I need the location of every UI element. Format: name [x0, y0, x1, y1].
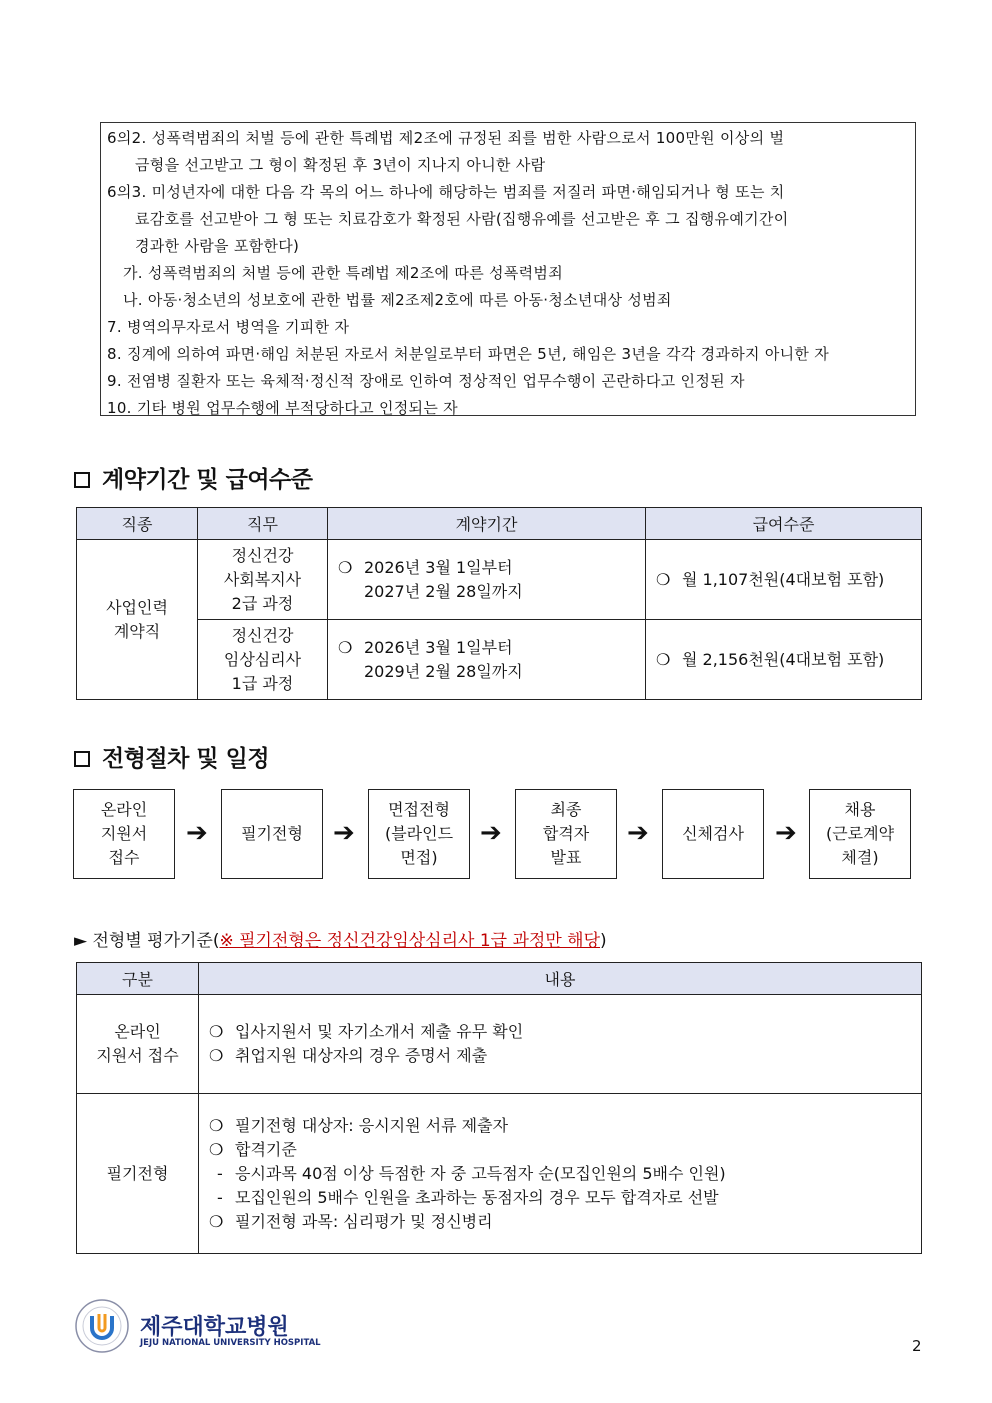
- circle-bullet-icon: ❍: [209, 1022, 224, 1041]
- duty-line: 사회복지사: [223, 569, 302, 589]
- step-line: 면접): [400, 848, 438, 867]
- section-title: 전형절차 및 일정: [102, 746, 270, 772]
- step-line: 최종: [550, 800, 582, 819]
- hospital-logo-icon: [74, 1298, 130, 1354]
- duty-line: 정신건강: [231, 625, 294, 645]
- period-start: 2026년 3월 1일부터: [364, 637, 513, 657]
- circle-bullet-icon: ❍: [209, 1211, 224, 1231]
- circle-bullet-icon: ❍: [209, 1139, 224, 1159]
- duty-cell: [198, 540, 328, 620]
- salary-text: 월 1,107천원(4대보험 포함): [682, 569, 885, 589]
- table-header: 직종: [77, 508, 198, 540]
- triangle-bullet-icon: ►: [74, 931, 88, 951]
- duty-line: 2급 과정: [231, 593, 294, 613]
- qual-line: 9. 전염병 질환자 또는 육체적·정신적 장애로 인하여 정상적인 업무수행이 곤란하다고 인정된 자: [107, 372, 745, 390]
- duty-line: 임상심리사: [223, 649, 302, 669]
- content-cell: [199, 995, 922, 1094]
- circle-bullet-icon: ❍: [338, 637, 353, 657]
- qual-line: 료감호를 선고받아 그 형 또는 치료감호가 확정된 사람(집행유예를 선고받은 후 그 집행유예기간이: [135, 210, 789, 228]
- checkbox-square-icon: [74, 751, 90, 767]
- period-cell: [328, 620, 646, 700]
- step-line: 필기전형: [241, 824, 303, 843]
- category-line: 온라인: [114, 1022, 161, 1041]
- hospital-name: 제주대학교병원: [140, 1315, 289, 1340]
- job-type-cell: [77, 540, 198, 700]
- evaluation-heading: [74, 926, 607, 951]
- step-line: 온라인: [100, 800, 148, 819]
- category-line: 필기전형: [106, 1163, 169, 1183]
- process-step-hiring: [809, 789, 911, 879]
- arrow-right-icon: ➔: [333, 818, 355, 848]
- qual-line: 7. 병역의무자로서 병역을 기피한 자: [107, 318, 350, 336]
- arrow-right-icon: ➔: [775, 818, 797, 848]
- dash-bullet: -: [217, 1163, 223, 1183]
- salary-cell: [646, 620, 922, 700]
- disqualification-box: [100, 122, 916, 416]
- evaluation-note: ※ 필기전형은 정신건강임상심리사 1급 과정만 해당: [219, 931, 601, 951]
- hospital-english-name: JEJU NATIONAL UNIVERSITY HOSPITAL: [140, 1338, 321, 1348]
- salary-cell: [646, 540, 922, 620]
- qual-line: 10. 기타 병원 업무수행에 부적당하다고 인정되는 자: [107, 399, 458, 417]
- process-step-online-application: [73, 789, 175, 879]
- section-heading-contract: [74, 461, 312, 494]
- contract-table: [76, 507, 922, 700]
- duty-cell: [198, 620, 328, 700]
- period-end: 2027년 2월 28일까지: [364, 581, 523, 601]
- duty-line: 정신건강: [231, 545, 294, 565]
- salary-text: 월 2,156천원(4대보험 포함): [682, 649, 885, 669]
- arrow-right-icon: ➔: [186, 818, 208, 848]
- circle-bullet-icon: ❍: [338, 557, 353, 577]
- evaluation-heading-text: 전형별 평가기준(: [92, 931, 220, 951]
- step-line: (근로계약: [825, 824, 895, 843]
- section-title: 계약기간 및 급여수준: [102, 467, 313, 493]
- qual-line: 6의3. 미성년자에 대한 다음 각 목의 어느 하나에 해당하는 범죄를 저질러 파면·해임되거나 형 또는 치: [107, 183, 785, 201]
- period-start: 2026년 3월 1일부터: [364, 557, 513, 577]
- content-cell: [199, 1094, 922, 1254]
- category-line: 지원서 접수: [96, 1046, 179, 1065]
- qual-line: 나. 아동·청소년의 성보호에 관한 법률 제2조제2호에 따른 아동·청소년대상 성범죄: [123, 291, 672, 309]
- section-heading-process: [74, 740, 269, 773]
- process-step-physical-exam: [662, 789, 764, 879]
- process-step-written-exam: [221, 789, 323, 879]
- duty-line: 1급 과정: [231, 673, 294, 693]
- step-line: 합격자: [542, 824, 590, 843]
- category-cell: [77, 995, 199, 1094]
- content-item: 입사지원서 및 자기소개서 제출 유무 확인: [235, 1022, 524, 1041]
- step-line: 채용: [844, 800, 876, 819]
- checkbox-square-icon: [74, 472, 90, 488]
- job-type-line: 사업인력: [106, 597, 168, 617]
- step-line: 면접전형: [388, 800, 450, 819]
- step-line: 체결): [841, 848, 879, 867]
- qual-line: 경과한 사람을 포함한다): [135, 237, 300, 255]
- step-line: 지원서: [100, 824, 148, 843]
- category-cell: [77, 1094, 199, 1254]
- circle-bullet-icon: ❍: [656, 649, 671, 669]
- table-header: 직무: [198, 508, 328, 540]
- table-header: 급여수준: [646, 508, 922, 540]
- content-item: 필기전형 대상자: 응시지원 서류 제출자: [235, 1115, 509, 1135]
- content-item: 합격기준: [235, 1139, 297, 1159]
- qual-line: 8. 징계에 의하여 파면·해임 처분된 자로서 처분일로부터 파면은 5년, 해임은 3년을 각각 경과하지 아니한 자: [107, 345, 830, 363]
- step-line: 신체검사: [682, 824, 744, 843]
- table-header: 구분: [77, 963, 199, 995]
- circle-bullet-icon: ❍: [656, 569, 671, 589]
- process-step-final-announcement: [515, 789, 617, 879]
- dash-bullet: -: [217, 1187, 223, 1207]
- evaluation-heading-close: ): [600, 931, 607, 951]
- period-end: 2029년 2월 28일까지: [364, 661, 523, 681]
- step-line: 발표: [550, 848, 582, 867]
- content-item: 응시과목 40점 이상 득점한 자 중 고득점자 순(모집인원의 5배수 인원): [235, 1163, 726, 1183]
- table-header: 내용: [199, 963, 922, 995]
- qual-line: 가. 성폭력범죄의 처벌 등에 관한 특례법 제2조에 따른 성폭력범죄: [123, 264, 563, 282]
- period-cell: [328, 540, 646, 620]
- qual-line: 6의2. 성폭력범죄의 처벌 등에 관한 특례법 제2조에 규정된 죄를 범한 사람으로서 100만원 이상의 벌: [107, 129, 785, 147]
- arrow-right-icon: ➔: [627, 818, 649, 848]
- circle-bullet-icon: ❍: [209, 1046, 224, 1065]
- table-header: 계약기간: [328, 508, 646, 540]
- content-item: 모집인원의 5배수 인원을 초과하는 동점자의 경우 모두 합격자로 선발: [235, 1187, 719, 1207]
- step-line: 접수: [108, 848, 140, 867]
- evaluation-table: [76, 962, 922, 1254]
- circle-bullet-icon: ❍: [209, 1115, 224, 1135]
- qual-line: 금형을 선고받고 그 형이 확정된 후 3년이 지나지 아니한 사람: [135, 156, 546, 174]
- page-number: 2: [912, 1337, 922, 1355]
- content-item: 취업지원 대상자의 경우 증명서 제출: [235, 1046, 488, 1065]
- process-step-interview: [368, 789, 470, 879]
- arrow-right-icon: ➔: [480, 818, 502, 848]
- content-item: 필기전형 과목: 심리평가 및 정신병리: [235, 1211, 493, 1231]
- job-type-line: 계약직: [113, 621, 161, 641]
- step-line: (블라인드: [384, 824, 454, 843]
